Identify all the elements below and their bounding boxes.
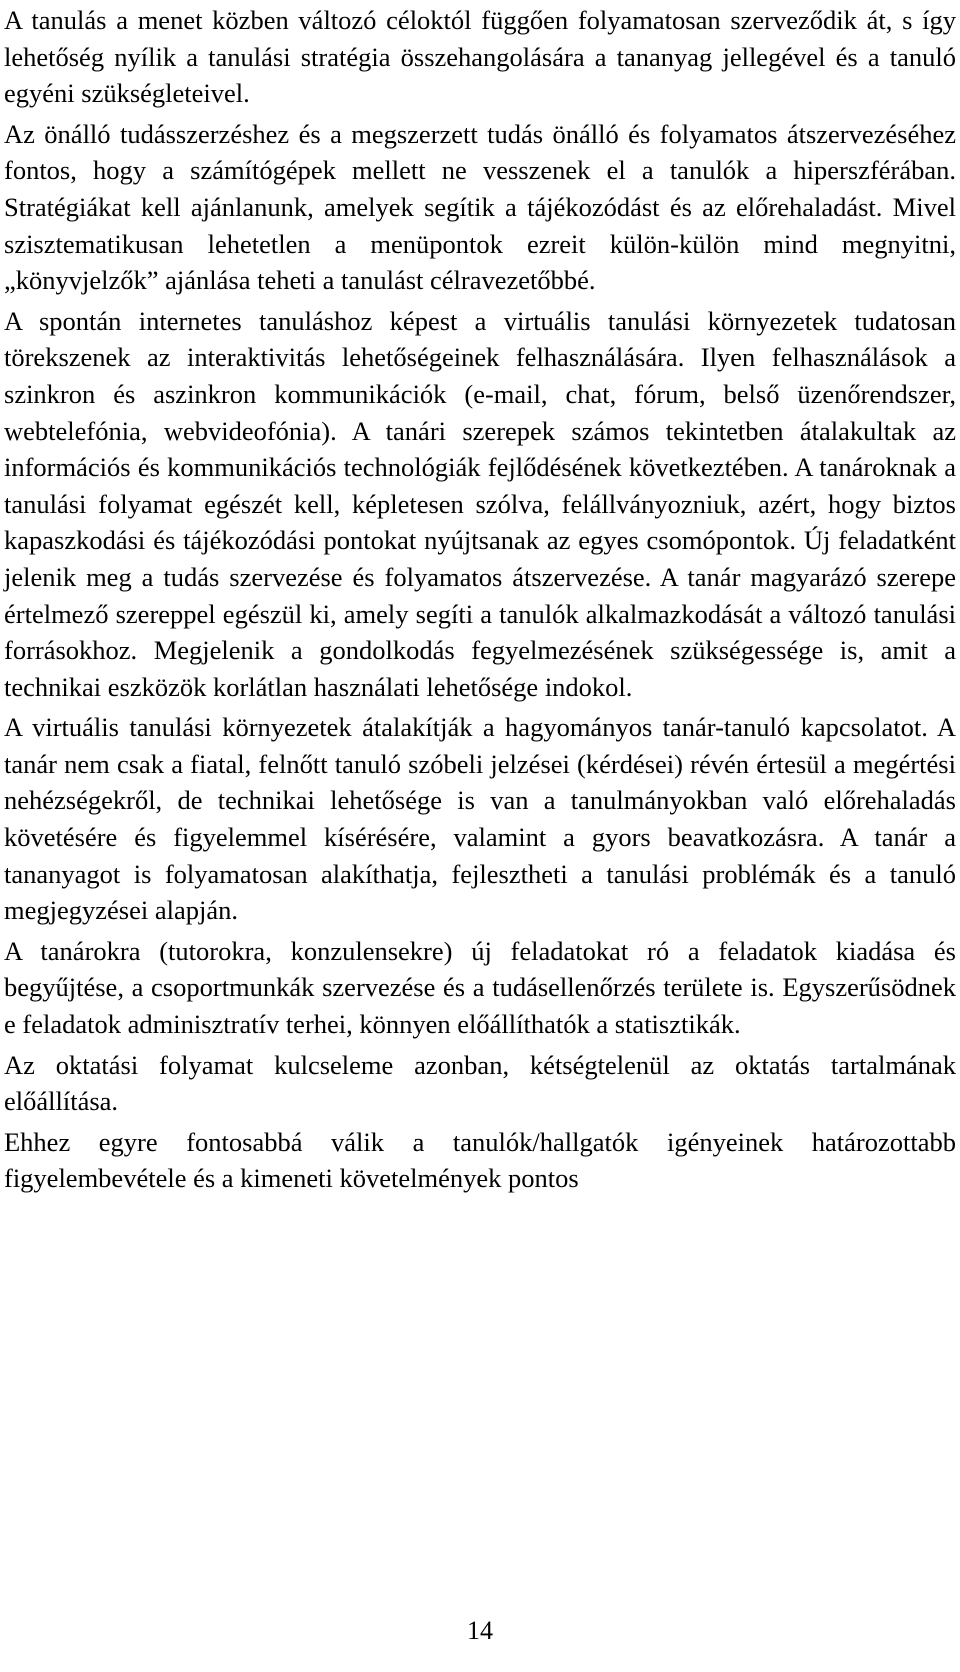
- body-text: [4, 2, 956, 1201]
- document-page: [4, 0, 956, 1672]
- paragraph-hypersphere-strategies: Az önálló tudásszerzéshez és a megszerzett tudás önálló és folyamatos átszervezéséhez fontos, hogy a számítógépek mellett ne vesszenek el a tanulók a hiperszférában. Stratégiákat kell ajánlanunk, amelyek segítik a tájékozódást és az előrehaladást. Mivel szisztematikusan lehetetlen a menüpontok ezreit külön-külön mind megnyitni, „könyvjelzők” ajánlása teheti a tanulást célravezetőbbé.: [4, 118, 956, 296]
- page-number: 14: [467, 1616, 493, 1645]
- paragraph-learning-organization: A tanulás a menet közben változó céloktól függően folyamatosan szerveződik át, s így lehetőség nyílik a tanulási stratégia összehangolására a tananyag jellegével és a tanuló egyéni szükségleteivel.: [4, 5, 956, 109]
- paragraph-interactivity-teacher-roles: A spontán internetes tanuláshoz képest a virtuális tanulási környezetek tudatosan törekszenek az interaktivitás lehetőségeinek felhasználására. Ilyen felhasználások a szinkron és aszinkron kommunikációk (e-mail, chat, fórum, belső üzenőrendszer, webtelefónia, webvideofónia). A tanári szerepek számos tekintetben átalakultak az információs és kommunikációs technológiák fejlődésének következtében. A tanároknak a tanulási folyamat egészét kell, képletesen szólva, felállványozniuk, azért, hogy biztos kapaszkodási és tájékozódási pontokat nyújtsanak az egyes csomópontok. Új feladatként jelenik meg a tudás szervezése és folyamatos átszervezése. A tanár magyarázó szerepe értelmező szereppel egészül ki, amely segíti a tanulók alkalmazkodását a változó tanulási forrásokhoz. Megjelenik a gondolkodás fegyelmezésének szükségessége is, amit a technikai eszközök korlátlan használati lehetősége indokol.: [4, 305, 956, 702]
- paragraph-content-production: Az oktatási folyamat kulcseleme azonban, kétségtelenül az oktatás tartalmának előállítása.: [4, 1049, 956, 1117]
- paragraph-teacher-student-relationship: A virtuális tanulási környezetek átalakítják a hagyományos tanár-tanuló kapcsolatot. A tanár nem csak a fiatal, felnőtt tanuló szóbeli jelzései (kérdései) révén értesül a megértési nehézségekről, de technikai lehetősége is van a tanulmányokban való előrehaladás követésére és figyelemmel kísérésére, valamint a gyors beavatkozásra. A tanár a tananyagot is folyamatosan alakíthatja, fejlesztheti a tanulási problémák és a tanuló megjegyzései alapján.: [4, 712, 956, 926]
- paragraph-student-needs: Ehhez egyre fontosabbá válik a tanulók/hallgatók igényeinek határozottabb figyelembevétele és a kimeneti követelmények pontos: [4, 1126, 956, 1194]
- paragraph-tutor-tasks: A tanárokra (tutorokra, konzulensekre) új feladatokat ró a feladatok kiadása és begyűjtése, a csoportmunkák szervezése és a tudásellenőrzés területe is. Egyszerűsödnek e feladatok adminisztratív terhei, könnyen előállíthatók a statisztikák.: [4, 935, 956, 1040]
